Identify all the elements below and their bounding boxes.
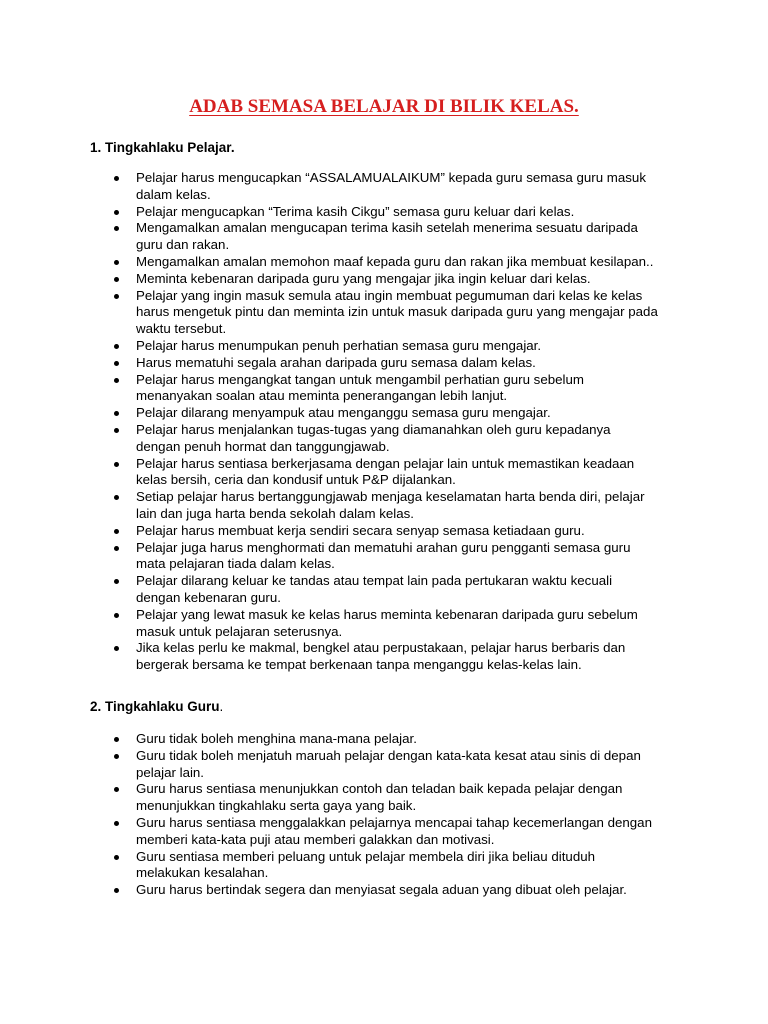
list-item (0, 489, 686, 523)
list-item-text: Pelajar dilarang menyampuk atau menganggu semasa guru mengajar. (136, 405, 551, 421)
list-item (0, 271, 686, 288)
bullet-icon (114, 855, 119, 860)
bullet-icon (114, 428, 119, 433)
list-item (0, 540, 686, 574)
guru-rules-list (0, 731, 686, 899)
section-heading-guru (90, 698, 223, 715)
bullet-icon (114, 260, 119, 265)
list-item (0, 204, 686, 221)
pelajar-rules-list (0, 170, 686, 674)
list-item (0, 456, 686, 490)
bullet-icon (114, 787, 119, 792)
list-item-text: Harus mematuhi segala arahan daripada guru semasa dalam kelas. (136, 354, 536, 370)
bullet-icon (114, 344, 119, 349)
list-item-text: Pelajar harus sentiasa berkerjasama dengan pelajar lain untuk memastikan keadaan kelas bersih, ceria dan kondusif untuk P&P dijalankan. (136, 455, 635, 488)
list-item-text: Mengamalkan amalan memohon maaf kepada guru dan rakan jika membuat kesilapan.. (136, 253, 654, 269)
bullet-icon (114, 495, 119, 500)
list-item (0, 731, 686, 748)
bullet-icon (114, 378, 119, 383)
list-item-text: Pelajar dilarang keluar ke tandas atau tempat lain pada pertukaran waktu kecuali dengan kebenaran guru. (136, 573, 613, 605)
list-item-text: Guru harus sentiasa menggalakkan pelajarnya mencapai tahap kecemerlangan dengan memberi kata-kata puji atau memberi galakkan dan motivasi. (136, 814, 652, 847)
list-item (0, 338, 686, 355)
section-heading-pelajar-text: 1. Tingkahlaku Pelajar. (90, 140, 235, 155)
list-item (0, 882, 686, 899)
list-item-text: Guru harus sentiasa menunjukkan contoh dan teladan baik kepada pelajar dengan menunjukkan tingkahlaku serta gaya yang baik. (136, 781, 623, 814)
list-item (0, 422, 686, 456)
list-item-text: Guru tidak boleh menjatuh maruah pelajar dengan kata-kata kesat atau sinis di depan pelajar lain. (136, 747, 641, 780)
list-item-text: Pelajar yang lewat masuk ke kelas harus meminta kebenaran daripada guru sebelum masuk untuk pelajaran seterusnya. (136, 606, 638, 639)
bullet-icon (114, 613, 119, 618)
list-item-text: Setiap pelajar harus bertanggungjawab menjaga keselamatan harta benda diri, pelajar lain dan juga harta benda sekolah dalam kelas. (136, 489, 645, 521)
list-item (0, 170, 686, 204)
list-item (0, 254, 686, 271)
bullet-icon (114, 176, 119, 181)
list-item (0, 405, 686, 422)
section-heading-pelajar (90, 139, 235, 156)
list-item-text: Pelajar mengucapkan “Terima kasih Cikgu” semasa guru keluar dari kelas. (136, 203, 575, 219)
bullet-icon (114, 754, 119, 759)
bullet-icon (114, 546, 119, 551)
list-item-text: Pelajar harus mengucapkan “ASSALAMUALAIKUM” kepada guru semasa guru masuk dalam kelas. (136, 170, 646, 202)
list-item (0, 220, 686, 254)
list-item-text: Pelajar juga harus menghormati dan mematuhi arahan guru pengganti semasa guru mata pelajaran tiada dalam kelas. (136, 539, 631, 572)
list-item (0, 523, 686, 540)
list-item (0, 372, 686, 406)
list-item (0, 573, 686, 607)
list-item (0, 849, 686, 883)
bullet-icon (114, 361, 119, 366)
list-item-text: Guru sentiasa memberi peluang untuk pelajar membela diri jika beliau dituduh melakukan kesalahan. (136, 848, 596, 881)
list-item-text: Pelajar harus menjalankan tugas-tugas yang diamanahkan oleh guru kepadanya dengan penuh hormat dan tanggungjawab. (136, 421, 611, 454)
list-item-text: Guru tidak boleh menghina mana-mana pelajar. (136, 731, 417, 746)
bullet-icon (114, 210, 119, 215)
list-item (0, 781, 686, 815)
document-title: ADAB SEMASA BELAJAR DI BILIK KELAS. (189, 96, 579, 117)
list-item (0, 748, 686, 782)
list-item (0, 355, 686, 372)
bullet-icon (114, 888, 119, 893)
section-heading-guru-suffix: . (219, 699, 224, 714)
bullet-icon (114, 462, 119, 467)
bullet-icon (114, 277, 119, 282)
bullet-icon (114, 226, 119, 231)
list-item (0, 640, 686, 674)
list-item (0, 607, 686, 641)
list-item-text: Pelajar harus menumpukan penuh perhatian semasa guru mengajar. (136, 337, 542, 353)
bullet-icon (114, 646, 119, 651)
bullet-icon (114, 579, 119, 584)
list-item-text: Jika kelas perlu ke makmal, bengkel atau perpustakaan, pelajar harus berbaris dan bergerak bersama ke tempat berkenaan tanpa menganggu kelas-kelas lain. (136, 640, 626, 673)
section-heading-guru-text: 2. Tingkahlaku Guru (90, 699, 220, 714)
list-item-text: Mengamalkan amalan mengucapan terima kasih setelah menerima sesuatu daripada guru dan rakan. (136, 220, 638, 253)
bullet-icon (114, 411, 119, 416)
list-item (0, 815, 686, 849)
bullet-icon (114, 529, 119, 534)
bullet-icon (114, 737, 119, 742)
list-item-text: Pelajar harus mengangkat tangan untuk mengambil perhatian guru sebelum menanyakan soalan atau meminta penerangangan lebih lanjut. (136, 371, 584, 404)
list-item-text: Guru harus bertindak segera dan menyiasat segala aduan yang dibuat oleh pelajar. (136, 882, 627, 898)
bullet-icon (114, 821, 119, 826)
bullet-icon (114, 294, 119, 299)
list-item-text: Meminta kebenaran daripada guru yang mengajar jika ingin keluar dari kelas. (136, 270, 591, 286)
list-item (0, 288, 686, 338)
list-item-text: Pelajar yang ingin masuk semula atau ingin membuat pegumuman dari kelas ke kelas harus mengetuk pintu dan meminta izin untuk masuk daripada guru yang mengajar pada waktu tersebut. (136, 287, 658, 337)
list-item-text: Pelajar harus membuat kerja sendiri secara senyap semasa ketiadaan guru. (136, 522, 585, 538)
